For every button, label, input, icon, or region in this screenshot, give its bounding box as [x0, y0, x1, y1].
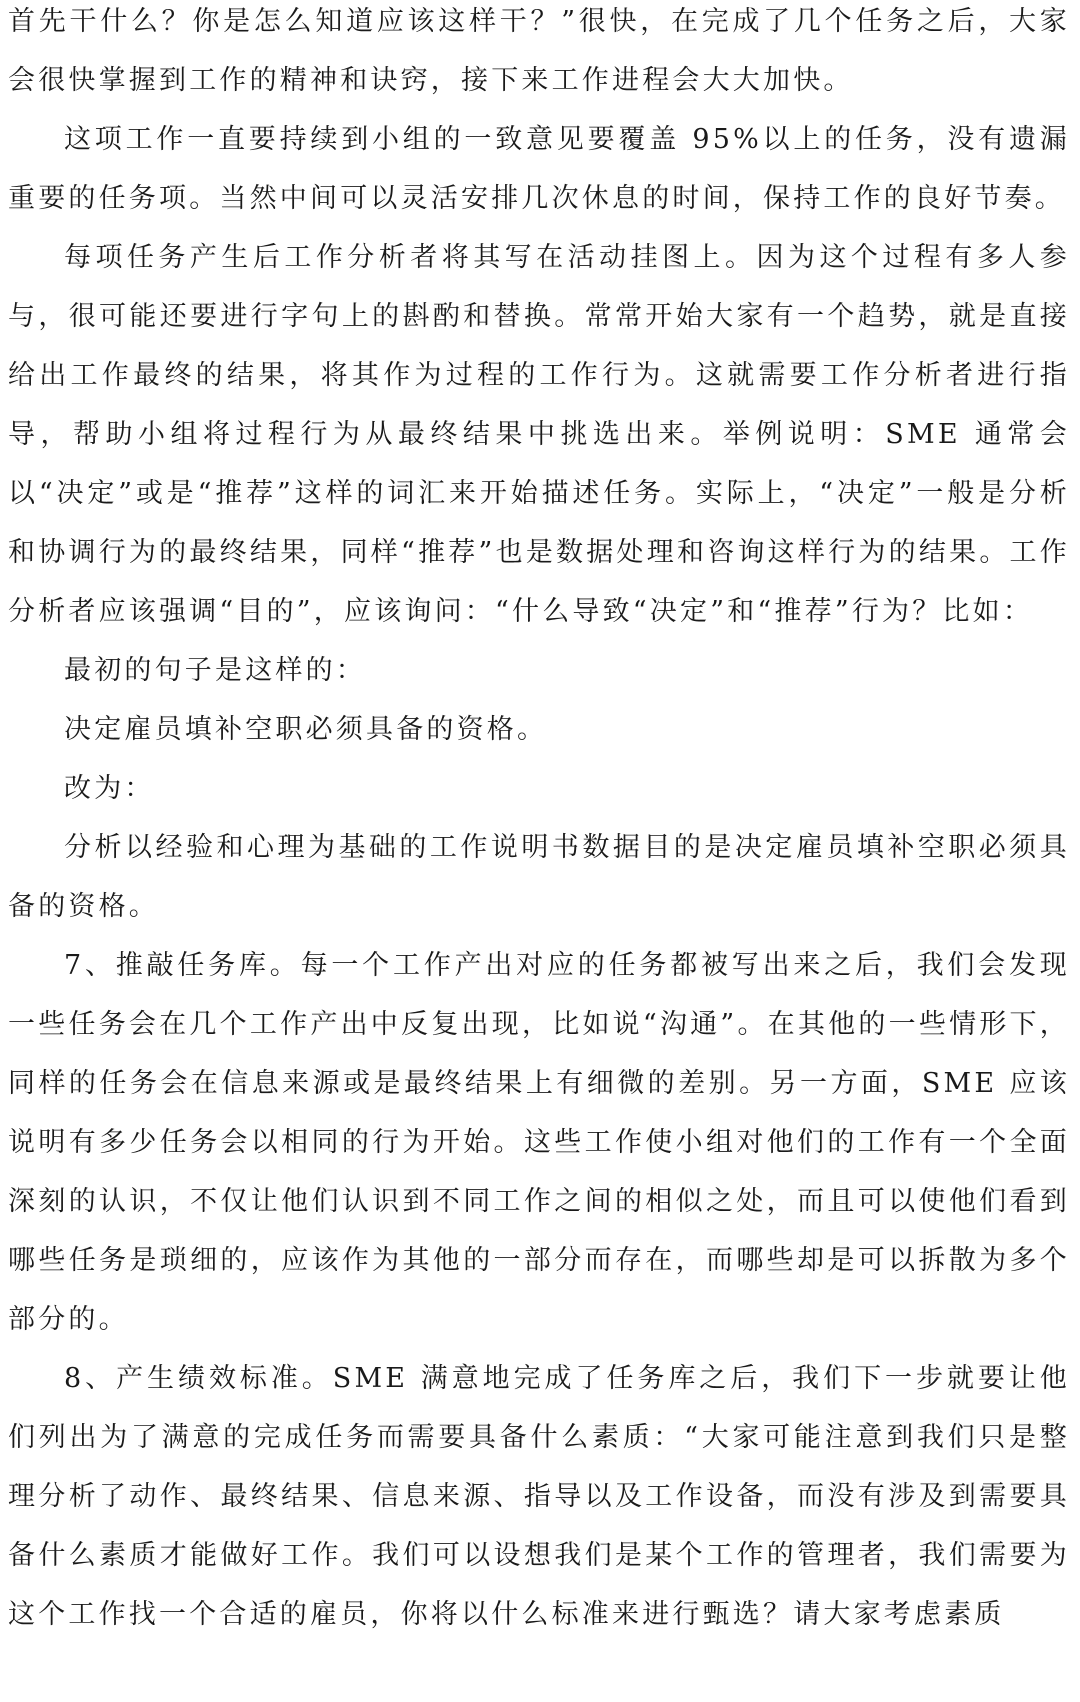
paragraph-original-sentence: 决定雇员填补空职必须具备的资格。	[64, 714, 548, 745]
paragraph-continued-intro: 首先干什么？你是怎么知道应该这样干？”很快，在完成了几个任务之后，大家会很快掌握到工作的精神和诀窍，接下来工作进程会大大加快。	[8, 6, 1070, 96]
paragraph-original-sentence-label: 最初的句子是这样的：	[64, 655, 366, 686]
paragraph-task-writing: 每项任务产生后工作分析者将其写在活动挂图上。因为这个过程有多人参与，很可能还要进行字句上的斟酌和替换。常常开始大家有一个趋势，就是直接给出工作最终的结果，将其作为过程的工作行为。这就需要工作分析者进行指导，帮助小组将过程行为从最终结果中挑选出来。举例说明：SME 通常会以“决定”或是“推荐”这样的词汇来开始描述任务。实际上，“决定”一般是分析和协调行为的最终结果，同样“推荐”也是数据处理和咨询这样行为的结果。工作分析者应该强调“目的”，应该询问：“什么导致“决定”和“推荐”行为？比如：	[8, 242, 1070, 627]
paragraph-step-7-refine-task-library: 7、推敲任务库。每一个工作产出对应的任务都被写出来之后，我们会发现一些任务会在几个工作产出中反复出现，比如说“沟通”。在其他的一些情形下，同样的任务会在信息来源或是最终结果上有细微的差别。另一方面，SME 应该说明有多少任务会以相同的行为开始。这些工作使小组对他们的工作有一个全面深刻的认识，不仅让他们认识到不同工作之间的相似之处，而且可以使他们看到哪些任务是琐细的，应该作为其他的一部分而存在，而哪些却是可以拆散为多个部分的。	[8, 950, 1070, 1335]
paragraph-revised-sentence: 分析以经验和心理为基础的工作说明书数据目的是决定雇员填补空职必须具备的资格。	[8, 832, 1070, 922]
paragraph-consensus-coverage: 这项工作一直要持续到小组的一致意见要覆盖 95%以上的任务，没有遗漏重要的任务项。当然中间可以灵活安排几次休息的时间，保持工作的良好节奏。	[8, 124, 1070, 214]
paragraph-step-8-performance-standards: 8、产生绩效标准。SME 满意地完成了任务库之后，我们下一步就要让他们列出为了满意的完成任务而需要具备什么素质：“大家可能注意到我们只是整理分析了动作、最终结果、信息来源、指导以及工作设备，而没有涉及到需要具备什么素质才能做好工作。我们可以设想我们是某个工作的管理者，我们需要为这个工作找一个合适的雇员，你将以什么标准来进行甄选？请大家考虑素质	[8, 1363, 1070, 1630]
paragraph-revised-label: 改为：	[64, 773, 155, 804]
